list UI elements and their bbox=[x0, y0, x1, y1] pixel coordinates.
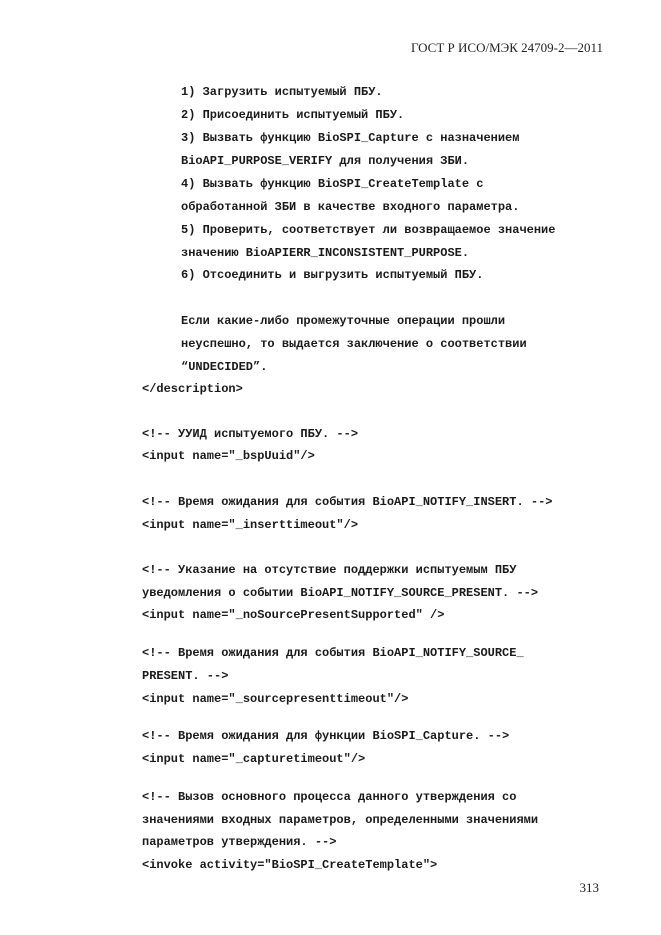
code-line: </description> bbox=[142, 382, 243, 396]
code-line: уведомления о событии BioAPI_NOTIFY_SOURCE_PRESENT. --> bbox=[142, 586, 539, 600]
code-line: <input name="_sourcepresenttimeout"/> bbox=[142, 692, 409, 706]
code-line: <!-- УУИД испытуемого ПБУ. --> bbox=[142, 427, 359, 441]
code-line: значению BioAPIERR_INCONSISTENT_PURPOSE. bbox=[181, 246, 470, 260]
code-line: <!-- Время ожидания для функции BioSPI_Capture. --> bbox=[142, 729, 510, 743]
code-line: неуспешно, то выдается заключение о соответствии bbox=[181, 337, 527, 351]
code-line: <!-- Вызов основного процесса данного утверждения со bbox=[142, 790, 517, 804]
code-line: <!-- Время ожидания для события BioAPI_NOTIFY_SOURCE_ bbox=[142, 646, 524, 660]
code-line: <input name="_inserttimeout"/> bbox=[142, 518, 359, 532]
code-line: обработанной ЗБИ в качестве входного параметра. bbox=[181, 200, 520, 214]
code-line: PRESENT. --> bbox=[142, 669, 229, 683]
code-line: 1) Загрузить испытуемый ПБУ. bbox=[181, 85, 383, 99]
code-line: <!-- Указание на отсутствие поддержки испытуемым ПБУ bbox=[142, 563, 517, 577]
code-line: <!-- Время ожидания для события BioAPI_NOTIFY_INSERT. --> bbox=[142, 495, 553, 509]
code-line: значениями входных параметров, определенными значениями bbox=[142, 813, 539, 827]
code-line: <input name="_capturetimeout"/> bbox=[142, 752, 366, 766]
document-header: ГОСТ Р ИСО/МЭК 24709-2—2011 bbox=[410, 40, 603, 55]
code-line: “UNDECIDED”. bbox=[181, 360, 268, 374]
code-line: параметров утверждения. --> bbox=[142, 835, 337, 849]
code-line: 3) Вызвать функцию BioSPI_Capture с назначением bbox=[181, 131, 520, 145]
code-line: 5) Проверить, соответствует ли возвращаемое значение bbox=[181, 223, 556, 237]
code-line: <input name="_bspUuid"/> bbox=[142, 449, 315, 463]
code-line: 2) Присоединить испытуемый ПБУ. bbox=[181, 108, 405, 122]
code-line: <input name="_noSourcePresentSupported" /> bbox=[142, 608, 445, 622]
code-line: BioAPI_PURPOSE_VERIFY для получения ЗБИ. bbox=[181, 154, 470, 168]
code-line: Если какие-либо промежуточные операции прошли bbox=[181, 314, 506, 328]
code-line: 4) Вызвать функцию BioSPI_CreateTemplate с bbox=[181, 177, 484, 191]
code-line: <invoke activity="BioSPI_CreateTemplate"> bbox=[142, 858, 438, 872]
page-number: 313 bbox=[579, 880, 599, 895]
code-line: 6) Отсоединить и выгрузить испытуемый ПБУ. bbox=[181, 268, 484, 282]
